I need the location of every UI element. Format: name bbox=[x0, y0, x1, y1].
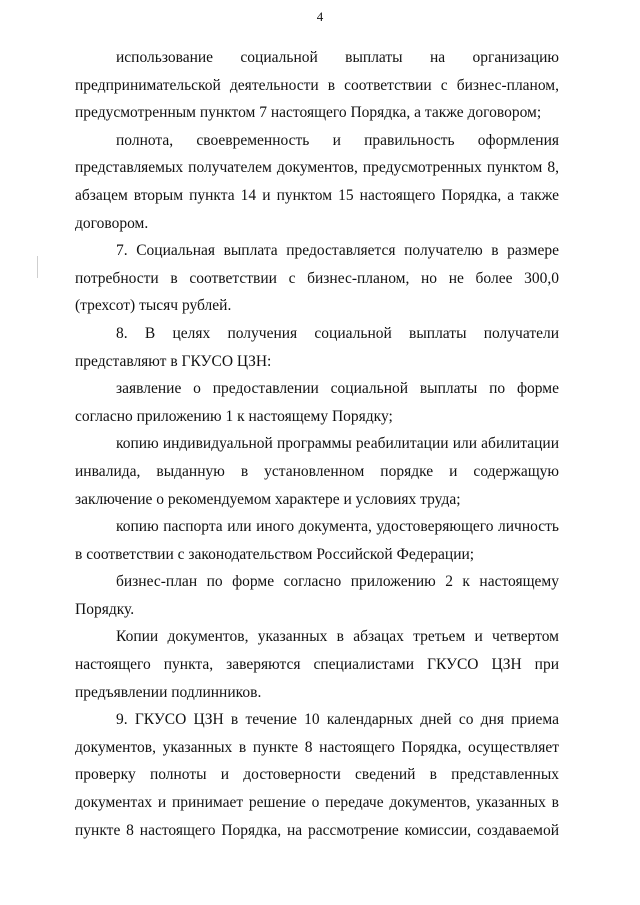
page-number: 4 bbox=[316, 9, 324, 24]
paragraph-item-7: 7. Социальная выплата предоставляется получателю в размере потребности в соответствии с бизнес-планом, но не более 300,0 (трехсот) тысяч рублей. bbox=[75, 242, 559, 315]
paragraph-application: заявление о предоставлении социальной выплаты по форме согласно приложению 1 к настоящему Порядку; bbox=[75, 380, 559, 425]
margin-mark bbox=[37, 256, 38, 278]
paragraph-rehab-program: копию индивидуальной программы реабилитации или абилитации инвалида, выданную в установленном порядке и содержащую заключение о рекомендуемом характере и условиях труда; bbox=[75, 435, 559, 508]
body-text bbox=[75, 44, 559, 844]
paragraph-completeness: полнота, своевременность и правильность оформления представляемых получателем документов, предусмотренных пунктом 8, абзацем вторым пункта 14 и пунктом 15 настоящего Порядка, а также договором. bbox=[75, 131, 559, 232]
paragraph-item-8: 8. В целях получения социальной выплаты получатели представляют в ГКУСО ЦЗН: bbox=[75, 324, 559, 370]
paragraph-passport: копию паспорта или иного документа, удостоверяющего личность в соответствии с законодательством Российской Федерации; bbox=[75, 518, 559, 563]
paragraph-use-of-payment: использование социальной выплаты на организацию предпринимательской деятельности в соответствии с бизнес-планом, предусмотренным пунктом 7 настоящего Порядка, а также договором; bbox=[75, 49, 559, 122]
paragraph-copies: Копии документов, указанных в абзацах третьем и четвертом настоящего пункта, заверяются специалистами ГКУСО ЦЗН при предъявлении подлинников. bbox=[75, 628, 559, 701]
paragraph-business-plan: бизнес-план по форме согласно приложению 2 к настоящему Порядку. bbox=[75, 573, 559, 618]
paragraph-item-9: 9. ГКУСО ЦЗН в течение 10 календарных дней со дня приема документов, указанных в пункте 8 настоящего Порядка, осуществляет проверку полноты и достоверности сведений в представленных документах и принимает решение о передаче документов, указанных в пункте 8 настоящего Порядка, на рассмотрение комиссии, создаваемой bbox=[75, 711, 559, 839]
